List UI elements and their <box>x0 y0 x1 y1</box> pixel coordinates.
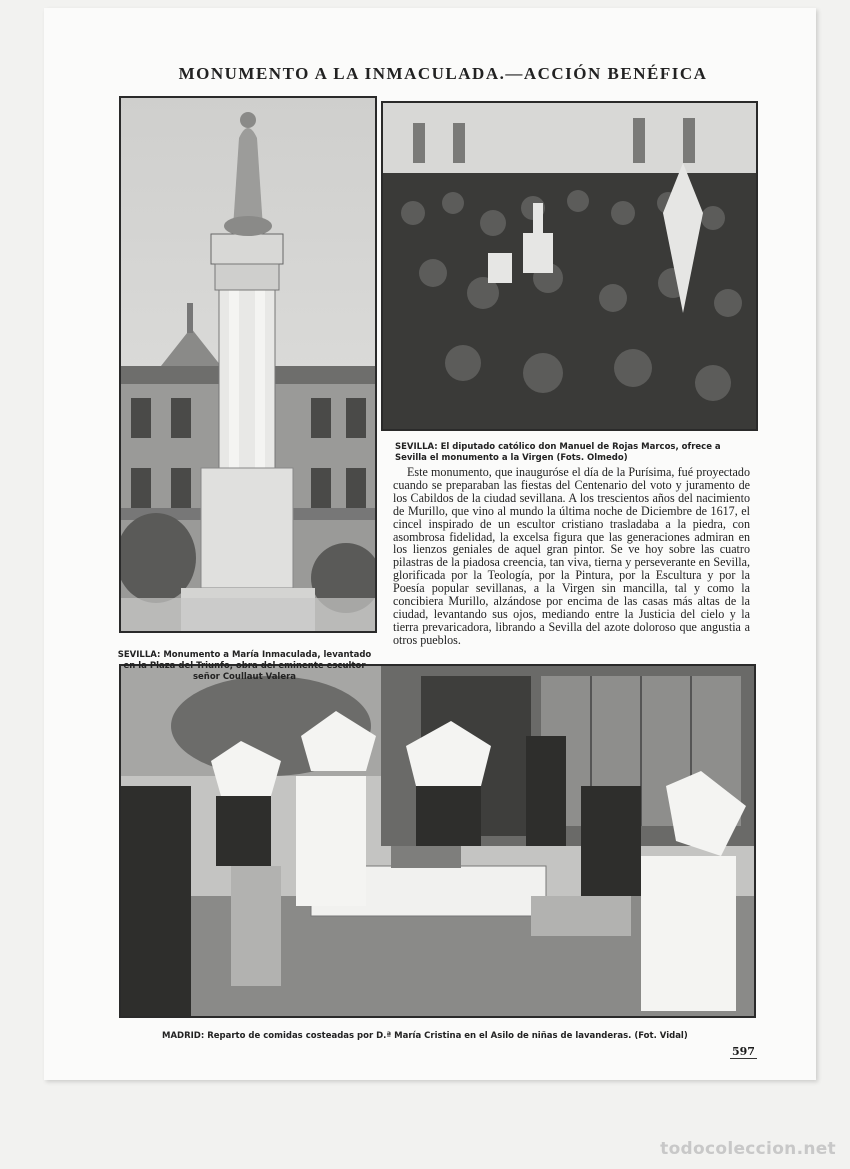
charity-illustration <box>121 666 754 1016</box>
crowd-illustration <box>383 103 756 429</box>
caption-monument: SEVILLA: Monumento a María Inmaculada, levantado en la Plaza del Triunfo, obra del eminente escultor señor Coullaut Valera <box>117 650 372 682</box>
caption-madrid: MADRID: Reparto de comidas costeadas por D.ª María Cristina en el Asilo de niñas de lavanderas. (Fot. Vidal) <box>162 1031 688 1041</box>
photo-monument <box>119 96 377 633</box>
watermark: todocoleccion.net <box>660 1139 836 1159</box>
monument-illustration <box>121 98 375 631</box>
page-number: 597 <box>732 1045 755 1058</box>
photo-madrid-charity <box>119 664 756 1018</box>
article-body: Este monumento, que inauguróse el día de la Purísima, fué proyectado cuando se preparaban las fiestas del Centenario del voto y juramento de los Cabildos de la ciudad sevillana. A los trescientos años del nacimiento de Murillo, que vino al mundo la última noche de Diciembre de 1617, el cincel inspirado de un escultor cristiano trasladaba a la piedra, con asombrosa fidelidad, la excelsa figura que las generaciones admiran en los lienzos geniales de aquel gran pintor. Se ve hoy sobre las cuatro pilastras de la piadosa creencia, tan viva, tierna y perseverante en Sevilla, glorificada por la Teología, por la Pintura, por la Escultura y por la Poesía popular sevillanas, a la Virgen sin mancilla, tal y como la concibiera Murillo, alzándose por encima de las casas más altas de la ciudad, levantando sus ojos, mediando entre la Justicia del cielo y la tierra prevaricadora, librando a Sevilla del azote doloroso que angustia a otros pueblos. <box>393 465 750 647</box>
caption-crowd: SEVILLA: El diputado católico don Manuel de Rojas Marcos, ofrece a Sevilla el monumento a la Virgen (Fots. Olmedo) <box>395 442 721 463</box>
page-title: MONUMENTO A LA INMACULADA.—ACCIÓN BENÉFICA <box>178 64 708 83</box>
photo-crowd-ceremony <box>381 101 758 431</box>
